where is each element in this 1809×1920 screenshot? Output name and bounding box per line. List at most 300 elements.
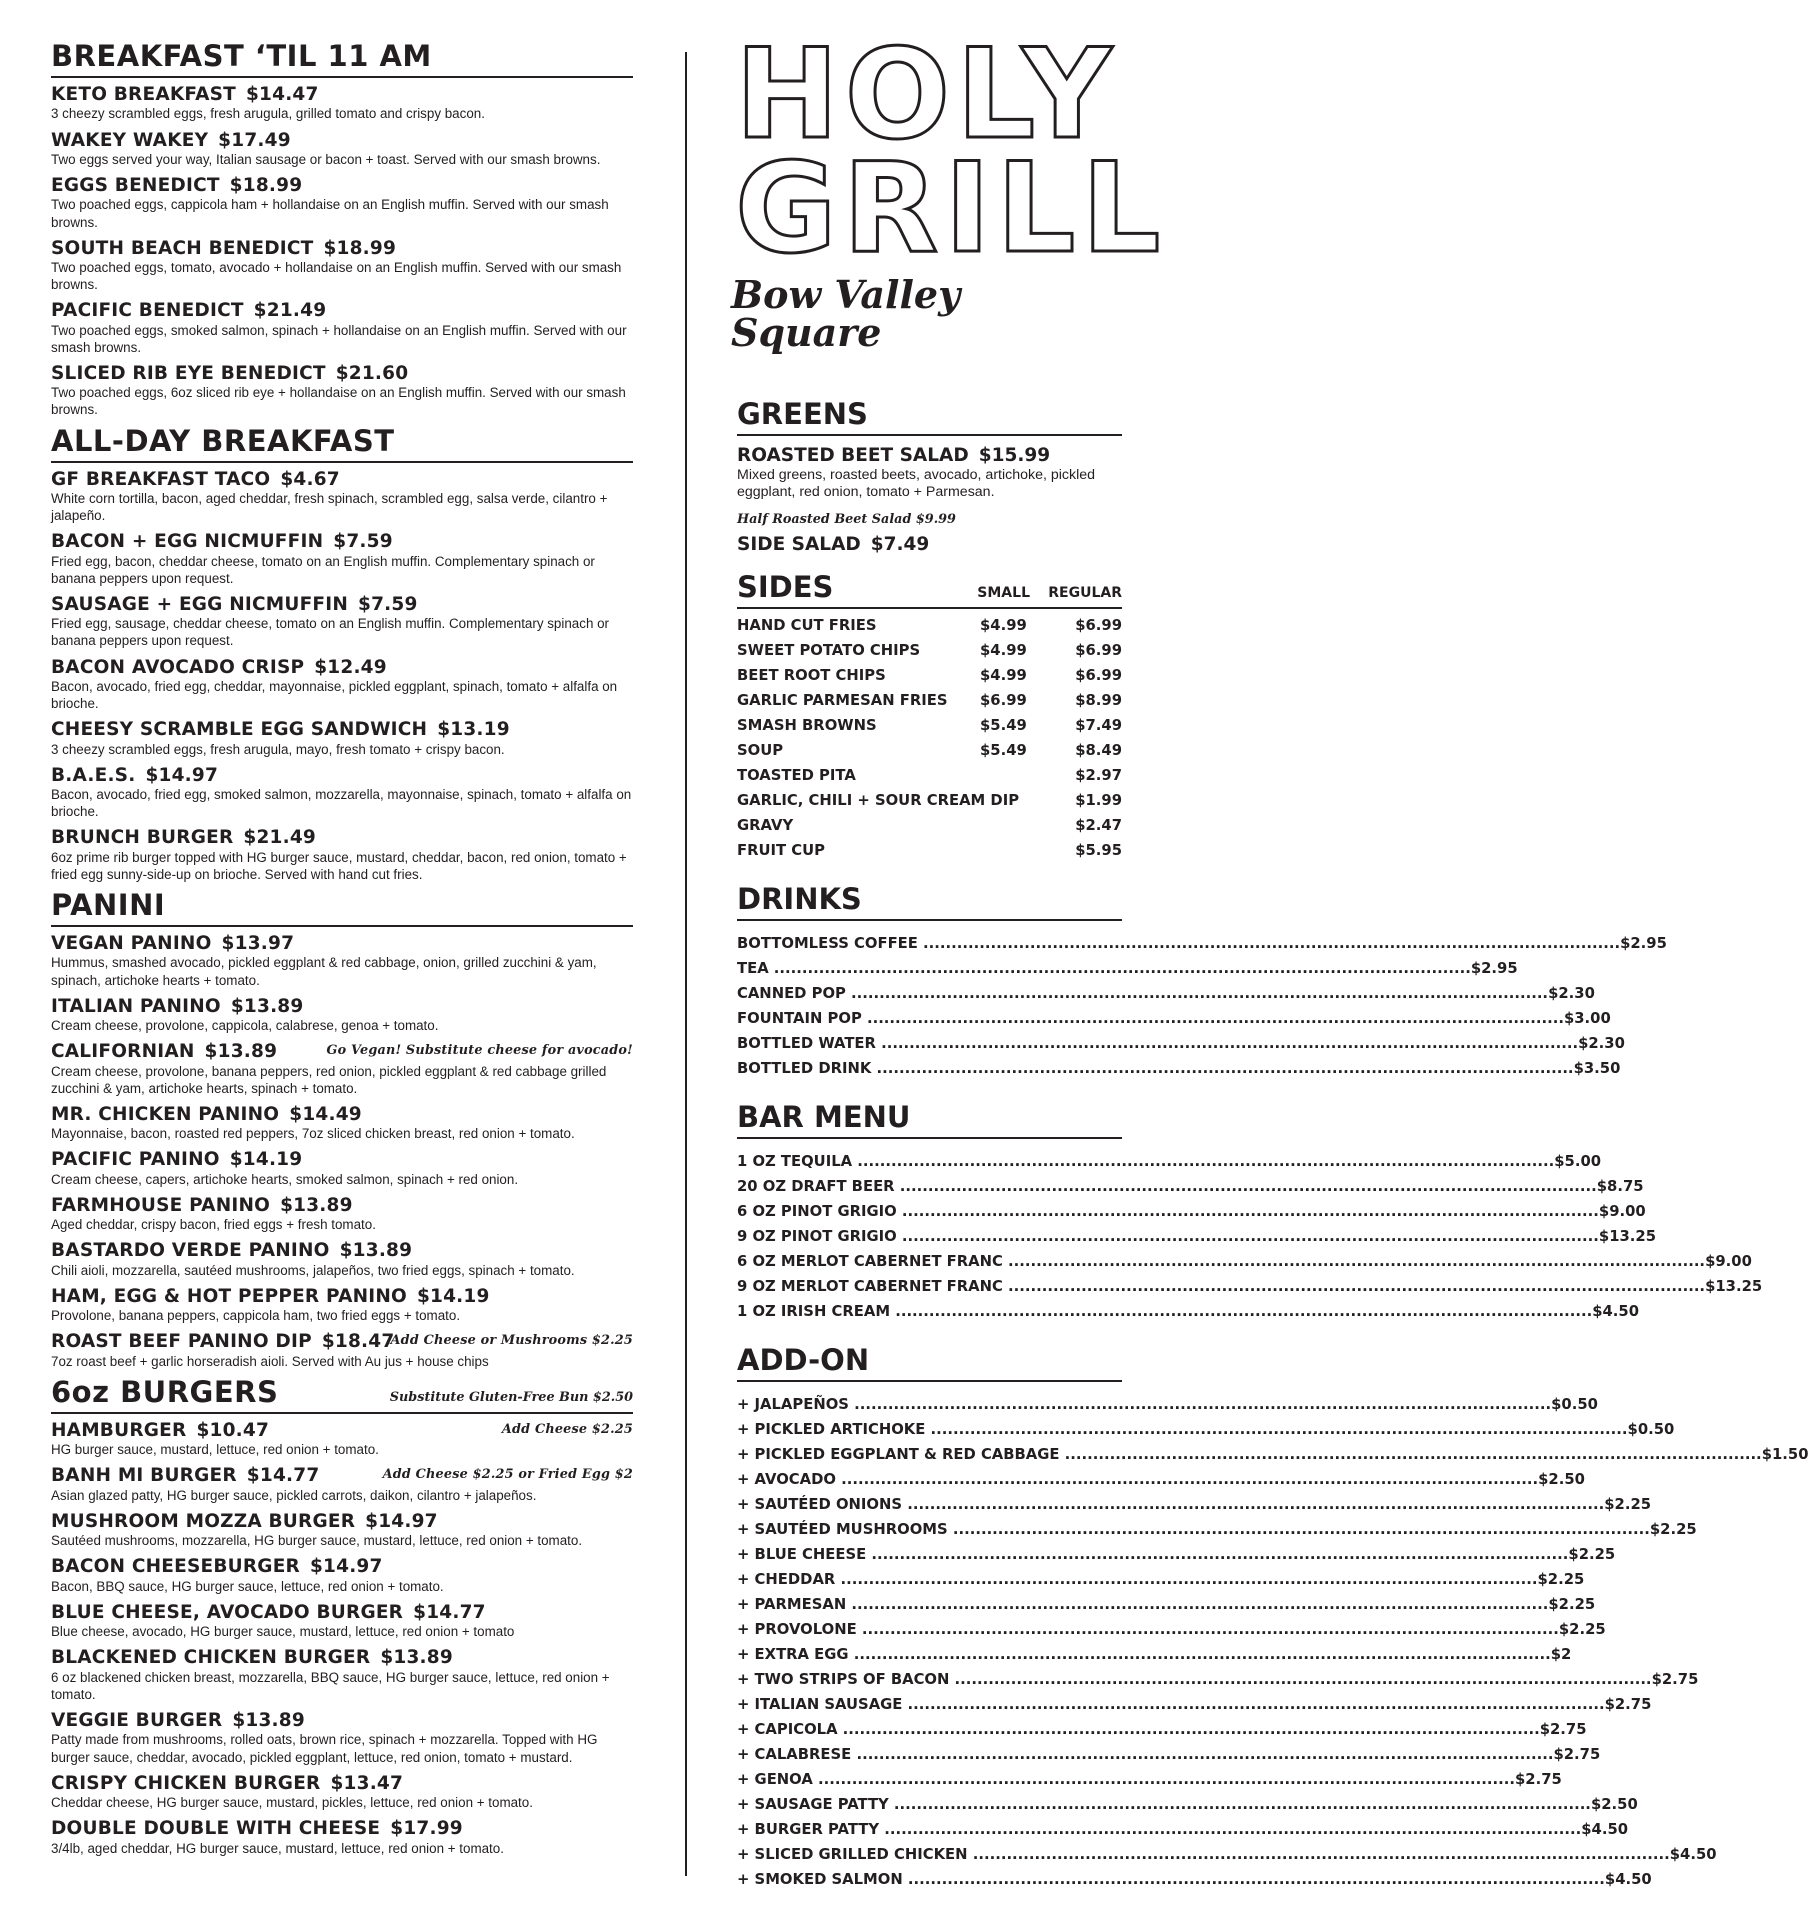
menu-item — [51, 1196, 633, 1234]
menu-item — [51, 1421, 633, 1459]
side-name: GARLIC PARMESAN FRIES — [737, 692, 948, 710]
logo-line-1: HOLY — [735, 23, 1118, 167]
drink-row-price: $2.30 — [1548, 985, 1595, 1003]
addon-row-price: $0.50 — [1551, 1396, 1598, 1414]
bar-row — [737, 1178, 1644, 1205]
menu-item-name: BACON CHEESEBURGER — [51, 1556, 300, 1578]
bar-row-price: $4.50 — [1592, 1303, 1640, 1321]
menu-item-name: KETO BREAKFAST — [51, 84, 236, 105]
addon-row-price: $4.50 — [1581, 1821, 1629, 1839]
menu-item — [51, 532, 633, 587]
addon-row-name: + PICKLED ARTICHOKE ..... — [737, 1423, 1628, 1438]
menu-item-header — [51, 1332, 633, 1352]
drink-row-price: $3.00 — [1563, 1010, 1611, 1028]
menu-item-header — [51, 1711, 633, 1731]
menu-item-price: $13.97 — [221, 933, 295, 955]
menu-item-price: $14.47 — [245, 84, 319, 105]
menu-item-header — [51, 532, 633, 552]
side-regular-price: $2.97 — [1075, 767, 1122, 785]
menu-item-price: $17.49 — [218, 129, 291, 151]
side-row — [737, 669, 1122, 694]
menu-item-price: $13.89 — [230, 995, 304, 1017]
addon-row-price: $4.50 — [1669, 1846, 1717, 1864]
menu-item-description: Cheddar cheese, HG burger sauce, mustard, pickles, lettuce, red onion + tomato. — [51, 1795, 533, 1811]
menu-item — [51, 239, 633, 294]
side-row — [737, 744, 1122, 769]
menu-item-header — [51, 1819, 633, 1839]
sides-title — [737, 570, 1122, 609]
menu-item-description: Bacon, avocado, fried egg, cheddar, mayonnaise, pickled eggplant, spinach, tomato + alfalfa on brioche. — [51, 678, 618, 712]
menu-item-price: $10.47 — [196, 1419, 270, 1441]
side-name: SMASH BROWNS — [737, 717, 877, 735]
addon-row — [737, 1821, 1629, 1848]
menu-item — [51, 1332, 633, 1370]
menu-item-header — [51, 470, 633, 490]
bar-row-name: 1 OZ TEQUILA ..... — [737, 1155, 1554, 1170]
menu-item-header — [51, 766, 633, 786]
menu-item — [51, 1819, 633, 1857]
addon-row-name: + CHEDDAR ..... — [737, 1573, 1537, 1588]
addon-row-price: $2.25 — [1558, 1621, 1606, 1639]
menu-item-price: $14.97 — [309, 1556, 383, 1578]
menu-item-name: SOUTH BEACH BENEDICT — [51, 237, 314, 259]
menu-item — [51, 766, 633, 821]
addon-row — [737, 1571, 1585, 1598]
menu-item-name: B.A.E.S. — [51, 764, 136, 786]
menu-item-name: WAKEY WAKEY — [51, 129, 209, 151]
addon-row — [737, 1646, 1572, 1673]
drink-row-name: FOUNTAIN POP ..... — [737, 1012, 1564, 1027]
addon-row-name: + GENOA ..... — [737, 1773, 1515, 1788]
menu-item-name: MR. CHICKEN PANINO — [51, 1103, 280, 1125]
menu-item-price: $14.77 — [246, 1465, 320, 1487]
addon-row-price: $2.75 — [1515, 1771, 1562, 1789]
menu-item-name: DOUBLE DOUBLE WITH CHEESE — [51, 1818, 381, 1840]
menu-item-header — [51, 239, 633, 259]
menu-item-price: $14.97 — [145, 764, 219, 786]
menu-item-price: $14.77 — [413, 1601, 486, 1623]
menu-item-price: $13.89 — [280, 1194, 353, 1216]
menu-item-name: FARMHOUSE PANINO — [51, 1194, 271, 1216]
side-regular-price: $6.99 — [1075, 667, 1122, 685]
addon-row-name: + CALABRESE ..... — [737, 1748, 1553, 1763]
addon-row-price: $2.25 — [1604, 1496, 1652, 1514]
regular-column-header: REGULAR — [1048, 585, 1122, 602]
drink-row — [737, 1010, 1611, 1037]
menu-item-name: BLUE CHEESE, AVOCADO BURGER — [51, 1601, 404, 1623]
menu-item-price: $13.47 — [330, 1772, 404, 1794]
burgers-title — [51, 1374, 633, 1414]
menu-item — [51, 1042, 633, 1097]
drink-row-name: CANNED POP ..... — [737, 987, 1548, 1002]
bar-row-price: $9.00 — [1598, 1203, 1646, 1221]
menu-item-description: Two eggs served your way, Italian sausage or bacon + toast. Served with our smash browns. — [51, 151, 601, 167]
menu-item-description: Sautéed mushrooms, mozzarella, HG burger sauce, mustard, lettuce, red onion + tomato. — [51, 1533, 583, 1549]
menu-item-price: $21.49 — [243, 827, 316, 849]
menu-item — [51, 1287, 633, 1325]
menu-item-description: 6oz prime rib burger topped with HG burger sauce, mustard, cheddar, bacon, red onion, tomato + fried egg sunny-side-up on brioche. Served with hand cut fries. — [51, 849, 627, 882]
drink-row-name: BOTTOMLESS COFFEE ..... — [737, 937, 1620, 952]
menu-item-header — [51, 1557, 633, 1577]
drink-row — [737, 985, 1595, 1012]
addon-row — [737, 1846, 1717, 1873]
side-regular-price: $1.99 — [1075, 792, 1122, 810]
drink-row-price: $2.30 — [1578, 1035, 1625, 1053]
menu-item-price: $21.60 — [335, 362, 409, 384]
sides-rows — [737, 619, 1122, 869]
menu-item-description: 3 cheezy scrambled eggs, fresh arugula, mayo, fresh tomato + crispy bacon. — [51, 741, 505, 757]
menu-item-price: $13.89 — [380, 1647, 453, 1669]
menu-item — [51, 1774, 633, 1812]
drink-row-name: BOTTLED DRINK ..... — [737, 1062, 1574, 1077]
menu-item-header — [51, 1774, 633, 1794]
menu-item-header — [51, 1196, 633, 1216]
drinks-section — [737, 882, 1667, 1087]
bar-title: BAR MENU — [737, 1103, 1122, 1139]
addon-row-name: + ITALIAN SAUSAGE ..... — [737, 1698, 1605, 1713]
addon-rows — [737, 1396, 1809, 1898]
menu-item-header — [51, 176, 633, 196]
menu-item-name: ITALIAN PANINO — [51, 995, 221, 1017]
side-salad — [737, 535, 1122, 555]
addon-row-price: $2.25 — [1649, 1521, 1697, 1539]
side-row — [737, 644, 1122, 669]
menu-item-price: $13.89 — [232, 1710, 305, 1732]
menu-item-description: Hummus, smashed avocado, pickled eggplant & red cabbage, onion, grilled zucchini & yam, spinach, artichoke hearts + tomato. — [51, 955, 597, 988]
menu-item-header — [51, 595, 633, 615]
menu-item — [51, 176, 633, 231]
menu-item-price: $18.99 — [323, 237, 397, 259]
addon-row — [737, 1471, 1585, 1498]
menu-item-price: $7.59 — [358, 593, 418, 615]
bar-row-name: 20 OZ DRAFT BEER ..... — [737, 1180, 1597, 1195]
menu-item-name: BASTARDO VERDE PANINO — [51, 1240, 330, 1262]
addon-row-price: $2.25 — [1568, 1546, 1616, 1564]
roasted-beet-salad — [737, 446, 1122, 466]
side-regular-price: $6.99 — [1075, 617, 1122, 635]
menu-item-price: $18.99 — [229, 175, 303, 196]
menu-item-description: Fried egg, sausage, cheddar cheese, tomato on an English muffin. Complementary spinach or banana peppers upon request. — [51, 616, 610, 649]
side-name: HAND CUT FRIES — [737, 617, 877, 635]
menu-item-header — [51, 658, 633, 678]
side-name: GRAVY — [737, 817, 794, 835]
allday-items — [51, 470, 633, 883]
bar-row — [737, 1278, 1763, 1305]
menu-item — [51, 1105, 633, 1143]
addon-row-price: $2.25 — [1548, 1596, 1596, 1614]
addon-row — [737, 1671, 1699, 1698]
menu-item — [51, 828, 633, 883]
menu-item-header — [51, 364, 633, 384]
addon-row-price: $0.50 — [1627, 1421, 1675, 1439]
menu-item-price: $17.99 — [390, 1818, 463, 1840]
burgers-items — [51, 1421, 633, 1857]
menu-item — [51, 470, 633, 525]
menu-item-price: $14.19 — [416, 1285, 490, 1307]
menu-item-name: ROAST BEEF PANINO DIP — [51, 1331, 312, 1353]
menu-item-name: BACON AVOCADO CRISP — [51, 656, 305, 678]
addon-row-name: + EXTRA EGG ..... — [737, 1648, 1551, 1663]
menu-item-description: 3 cheezy scrambled eggs, fresh arugula, grilled tomato and crispy bacon. — [51, 106, 485, 122]
addon-row-name: + SAUTÉED MUSHROOMS ..... — [737, 1523, 1650, 1538]
menu-item-description: Cream cheese, capers, artichoke hearts, smoked salmon, spinach + red onion. — [51, 1171, 519, 1187]
side-regular-price: $6.99 — [1075, 642, 1122, 660]
left-column — [51, 39, 633, 1865]
menu-item-description: Cream cheese, provolone, cappicola, calabrese, genoa + tomato. — [51, 1018, 439, 1034]
gluten-free-note: Substitute Gluten-Free Bun $2.50 — [389, 1390, 633, 1406]
menu-item-name: HAM, EGG & HOT PEPPER PANINO — [51, 1285, 407, 1307]
menu-item-header — [51, 828, 633, 848]
menu-item-header — [51, 1466, 633, 1486]
menu-item-name: PACIFIC PANINO — [51, 1149, 220, 1171]
side-row — [737, 769, 1122, 794]
side-row — [737, 844, 1122, 869]
drink-row-price: $2.95 — [1620, 935, 1667, 953]
small-column-header: SMALL — [977, 585, 1030, 602]
menu-item-price: $14.49 — [289, 1103, 362, 1125]
menu-item-description: Asian glazed patty, HG burger sauce, pickled carrots, daikon, cilantro + jalapeños. — [51, 1487, 537, 1503]
side-name: FRUIT CUP — [737, 842, 825, 860]
menu-item-header — [51, 997, 633, 1017]
menu-item-description: Provolone, banana peppers, cappicola ham, two fried eggs + tomato. — [51, 1308, 461, 1324]
side-regular-price: $8.99 — [1075, 692, 1122, 710]
menu-item — [51, 1648, 633, 1703]
bar-row — [737, 1303, 1640, 1330]
sides-title-text: SIDES — [737, 570, 834, 605]
bar-row-name: 1 OZ IRISH CREAM ..... — [737, 1305, 1592, 1320]
menu-item-name: CHEESY SCRAMBLE EGG SANDWICH — [51, 719, 428, 741]
menu-item-price: $14.97 — [365, 1510, 438, 1532]
bar-rows — [737, 1153, 1763, 1330]
menu-item-header — [51, 85, 633, 105]
addon-row — [737, 1396, 1598, 1423]
menu-item — [51, 1557, 633, 1595]
menu-item-name: SLICED RIB EYE BENEDICT — [51, 362, 326, 384]
logo-line-2: GRILL — [735, 137, 1167, 282]
addon-row-price: $1.50 — [1761, 1446, 1809, 1464]
menu-item-name: PACIFIC BENEDICT — [51, 300, 244, 322]
menu-item — [51, 364, 633, 419]
addon-row-name: + PROVOLONE ..... — [737, 1623, 1559, 1638]
addon-row — [737, 1621, 1606, 1648]
menu-item-description: Bacon, BBQ sauce, HG burger sauce, lettuce, red onion + tomato. — [51, 1578, 444, 1594]
menu-item — [51, 934, 633, 989]
addon-row — [737, 1771, 1562, 1798]
sides-section — [737, 570, 1122, 869]
addon-row-price: $2.50 — [1538, 1471, 1585, 1489]
menu-item — [51, 658, 633, 713]
menu-item — [51, 85, 633, 123]
menu-item-description: HG burger sauce, mustard, lettuce, red onion + tomato. — [51, 1442, 379, 1458]
addon-row-name: + TWO STRIPS OF BACON ..... — [737, 1673, 1652, 1688]
addon-row-name: + AVOCADO ..... — [737, 1473, 1538, 1488]
side-row — [737, 819, 1122, 844]
burgers-section — [51, 1374, 633, 1857]
side-small-price: $4.99 — [980, 642, 1027, 660]
menu-item-description: Two poached eggs, smoked salmon, spinach + hollandaise on an English muffin. Served with our smash browns. — [51, 322, 627, 355]
greens-section — [737, 397, 1122, 555]
restaurant-logo — [731, 23, 1167, 356]
menu-item-price: $12.49 — [314, 656, 387, 678]
side-salad-name: SIDE SALAD — [737, 534, 861, 555]
addon-row — [737, 1521, 1697, 1548]
menu-item-header — [51, 934, 633, 954]
bar-row-price: $9.00 — [1705, 1253, 1752, 1271]
menu-item-name: HAMBURGER — [51, 1419, 187, 1441]
drink-row-name: TEA ..... — [737, 962, 1471, 977]
menu-item-description: 3/4lb, aged cheddar, HG burger sauce, mustard, lettuce, red onion + tomato. — [51, 1840, 504, 1856]
drink-row — [737, 1060, 1621, 1087]
menu-item — [51, 1603, 633, 1641]
menu-item-name: GF BREAKFAST TACO — [51, 468, 271, 490]
menu-item-description: Fried egg, bacon, cheddar cheese, tomato on an English muffin. Complementary spinach or banana peppers upon request. — [51, 553, 595, 586]
bar-row-price: $8.75 — [1596, 1178, 1644, 1196]
drink-row-price: $3.50 — [1573, 1060, 1621, 1078]
menu-item-description: White corn tortilla, bacon, aged cheddar, fresh spinach, scrambled egg, salsa verde, cilantro + jalapeño. — [51, 490, 608, 524]
addon-row-price: $2.75 — [1553, 1746, 1601, 1764]
addon-section — [737, 1343, 1809, 1898]
side-row — [737, 719, 1122, 744]
addon-row-price: $2.50 — [1590, 1796, 1638, 1814]
side-name: SWEET POTATO CHIPS — [737, 642, 921, 660]
side-regular-price: $2.47 — [1075, 817, 1122, 835]
menu-item-description: Two poached eggs, cappicola ham + hollandaise on an English muffin. Served with our smash browns. — [51, 197, 609, 230]
salad-description: Mixed greens, roasted beets, avocado, artichoke, pickled eggplant, red onion, tomato + Parmesan. — [737, 466, 1096, 501]
menu-item-description: Two poached eggs, tomato, avocado + hollandaise on an English muffin. Served with our smash browns. — [51, 260, 622, 293]
side-row — [737, 694, 1122, 719]
side-regular-price: $8.49 — [1075, 742, 1122, 760]
menu-item — [51, 1512, 633, 1550]
menu-item-header — [51, 1241, 633, 1261]
bar-row-price: $13.25 — [1598, 1228, 1657, 1246]
bar-row — [737, 1253, 1752, 1280]
panini-title: PANINI — [51, 891, 633, 927]
menu-item-price: $18.47 — [321, 1331, 395, 1353]
menu-item-header — [51, 301, 633, 321]
addon-row — [737, 1746, 1601, 1773]
menu-item-description: Patty made from mushrooms, rolled oats, brown rice, spinach + mozzarella. Topped with HG burger sauce, cheddar, avocado, pickled eggplant, lettuce, red onion, tomato + mustard. — [51, 1732, 598, 1765]
menu-item — [51, 131, 633, 169]
addon-row — [737, 1596, 1596, 1623]
drink-row-price: $2.95 — [1470, 960, 1518, 978]
menu-item-name: BRUNCH BURGER — [51, 827, 234, 849]
drink-row — [737, 960, 1518, 987]
side-small-price: $4.99 — [980, 667, 1027, 685]
side-small-price: $6.99 — [980, 692, 1027, 710]
menu-item — [51, 720, 633, 758]
addon-row — [737, 1446, 1809, 1473]
menu-item-header — [51, 1421, 633, 1441]
menu-item — [51, 595, 633, 650]
addon-row-price: $2.75 — [1539, 1721, 1587, 1739]
menu-item-description: 7oz roast beef + garlic horseradish aioli. Served with Au jus + house chips — [51, 1353, 489, 1369]
menu-item-description: Mayonnaise, bacon, roasted red peppers, 7oz sliced chicken breast, red onion + tomato. — [51, 1126, 575, 1142]
bar-row — [737, 1153, 1602, 1180]
addon-row-price: $2.75 — [1604, 1696, 1652, 1714]
menu-item-price: $13.19 — [437, 719, 510, 741]
bar-row-price: $5.00 — [1554, 1153, 1602, 1171]
menu-item-name: BANH MI BURGER — [51, 1465, 237, 1487]
menu-item — [51, 301, 633, 356]
side-row — [737, 619, 1122, 644]
half-salad-note: Half Roasted Beet Salad $9.99 — [737, 512, 956, 527]
menu-item-note: Add Cheese $2.25 — [501, 1421, 633, 1437]
menu-item-price: $21.49 — [253, 300, 327, 322]
menu-item-price: $14.19 — [229, 1149, 303, 1171]
side-name: BEET ROOT CHIPS — [737, 667, 886, 685]
bar-row-name: 6 OZ PINOT GRIGIO ..... — [737, 1205, 1599, 1220]
drink-row — [737, 935, 1667, 962]
menu-item — [51, 1241, 633, 1279]
menu-item-name: VEGAN PANINO — [51, 933, 212, 955]
drinks-rows — [737, 935, 1667, 1087]
panini-items — [51, 934, 633, 1370]
allday-section — [51, 423, 633, 883]
addon-row-name: + JALAPEÑOS ..... — [737, 1398, 1551, 1413]
menu-item-description: Blue cheese, avocado, HG burger sauce, mustard, lettuce, red onion + tomato — [51, 1624, 515, 1640]
bar-row-name: 9 OZ MERLOT CABERNET FRANC ..... — [737, 1280, 1705, 1295]
drink-row-name: BOTTLED WATER ..... — [737, 1037, 1578, 1052]
menu-item-description: Two poached eggs, 6oz sliced rib eye + hollandaise on an English muffin. Served with our smash browns. — [51, 385, 626, 418]
menu-item-header — [51, 1603, 633, 1623]
menu-item-name: MUSHROOM MOZZA BURGER — [51, 1510, 356, 1532]
menu-item-note: Add Cheese $2.25 or Fried Egg $2 — [382, 1467, 633, 1483]
addon-row-price: $2 — [1550, 1646, 1572, 1664]
addon-title: ADD-ON — [737, 1346, 1122, 1382]
side-small-price: $4.99 — [980, 617, 1027, 635]
menu-item-price: $13.89 — [204, 1041, 278, 1063]
menu-item-name: VEGGIE BURGER — [51, 1710, 223, 1732]
drink-row — [737, 1035, 1625, 1062]
menu-item-name: CALIFORNIAN — [51, 1041, 195, 1063]
addon-row-price: $2.75 — [1651, 1671, 1699, 1689]
menu-item-note: Add Cheese or Mushrooms $2.25 — [390, 1333, 633, 1349]
menu-item-header — [51, 131, 633, 151]
menu-item — [51, 1711, 633, 1766]
menu-item-header — [51, 720, 633, 740]
side-regular-price: $5.95 — [1075, 842, 1122, 860]
menu-item-name: BACON + EGG NICMUFFIN — [51, 531, 324, 553]
bar-row — [737, 1228, 1657, 1255]
addon-row-name: + SMOKED SALMON ..... — [737, 1873, 1605, 1888]
menu-item-description: Bacon, avocado, fried egg, smoked salmon, mozzarella, mayonnaise, spinach, tomato + alfalfa on brioche. — [51, 787, 632, 820]
side-name: TOASTED PITA — [737, 767, 856, 785]
panini-section — [51, 888, 633, 1370]
addon-row — [737, 1546, 1616, 1573]
menu-item-header — [51, 1105, 633, 1125]
breakfast-section — [51, 39, 633, 419]
addon-row-name: + PARMESAN ..... — [737, 1598, 1548, 1613]
menu-item — [51, 1150, 633, 1188]
drinks-title: DRINKS — [737, 885, 1122, 921]
menu-item-name: BLACKENED CHICKEN BURGER — [51, 1647, 371, 1669]
addon-row-name: + SLICED GRILLED CHICKEN ..... — [737, 1848, 1670, 1863]
menu-item-description: Cream cheese, provolone, banana peppers, red onion, pickled eggplant & red cabbage grilled zucchini & yam, artichoke hearts, spinach + tomato. — [51, 1063, 607, 1096]
menu-item-price: $13.89 — [339, 1240, 413, 1262]
salad-price: $15.99 — [978, 445, 1051, 467]
addon-row-name: + SAUSAGE PATTY ..... — [737, 1798, 1591, 1813]
logo-location: Bow Valley Square — [731, 272, 961, 356]
addon-row — [737, 1721, 1587, 1748]
right-column — [731, 23, 1809, 1898]
menu-item-price: $7.59 — [333, 531, 393, 553]
addon-row-name: + PICKLED EGGPLANT & RED CABBAGE ..... — [737, 1448, 1762, 1463]
bar-row-name: 9 OZ PINOT GRIGIO ..... — [737, 1230, 1599, 1245]
menu-item-price: $4.67 — [280, 468, 340, 490]
addon-row — [737, 1871, 1652, 1898]
breakfast-title: BREAKFAST ‘TIL 11 AM — [51, 42, 633, 78]
addon-row — [737, 1796, 1638, 1823]
